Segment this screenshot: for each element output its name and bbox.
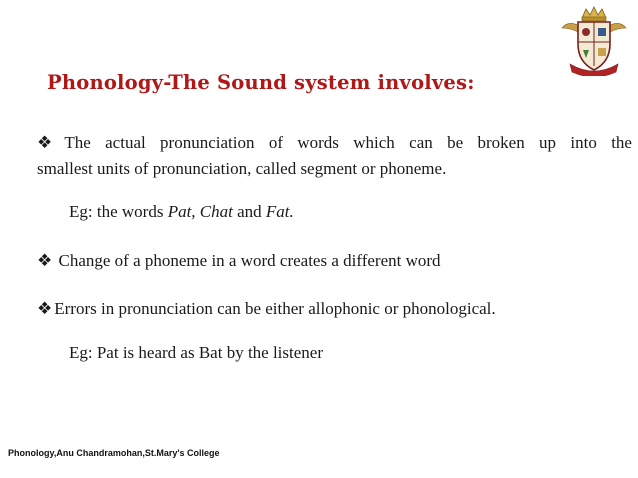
- college-crest-icon: [558, 4, 630, 76]
- example-prefix: Eg: the words: [69, 202, 168, 221]
- bullet-point-errors: [37, 296, 496, 322]
- bullet-text: Change of a phoneme in a word creates a different word: [54, 251, 441, 270]
- diamond-bullet-icon: ❖: [37, 251, 53, 270]
- example-conjunction: and: [232, 202, 266, 221]
- bullet-point-pronunciation: [37, 130, 632, 182]
- bullet-line-2: smallest units of pronunciation, called segment or phoneme.: [37, 159, 447, 178]
- bullet-text: The actual pronunciation of words which can be broken up into the: [64, 133, 632, 152]
- example-pat-bat: Eg: Pat is heard as Bat by the listener: [69, 343, 323, 362]
- diamond-bullet-icon: ❖: [37, 133, 63, 152]
- example-word-pat-chat: Pat, Chat: [167, 202, 233, 221]
- bullet-line-1: [37, 130, 632, 156]
- example-words: [69, 199, 294, 225]
- bullet-point-phoneme-change: [37, 248, 441, 274]
- slide-title: Phonology-The Sound system involves:: [47, 71, 475, 94]
- example-word-fat: Fat.: [265, 202, 294, 221]
- bullet-text: Errors in pronunciation can be either allophonic or phonological.: [54, 299, 496, 318]
- diamond-bullet-icon: ❖: [37, 299, 53, 318]
- slide-footer: Phonology,Anu Chandramohan,St.Mary's College: [8, 448, 220, 458]
